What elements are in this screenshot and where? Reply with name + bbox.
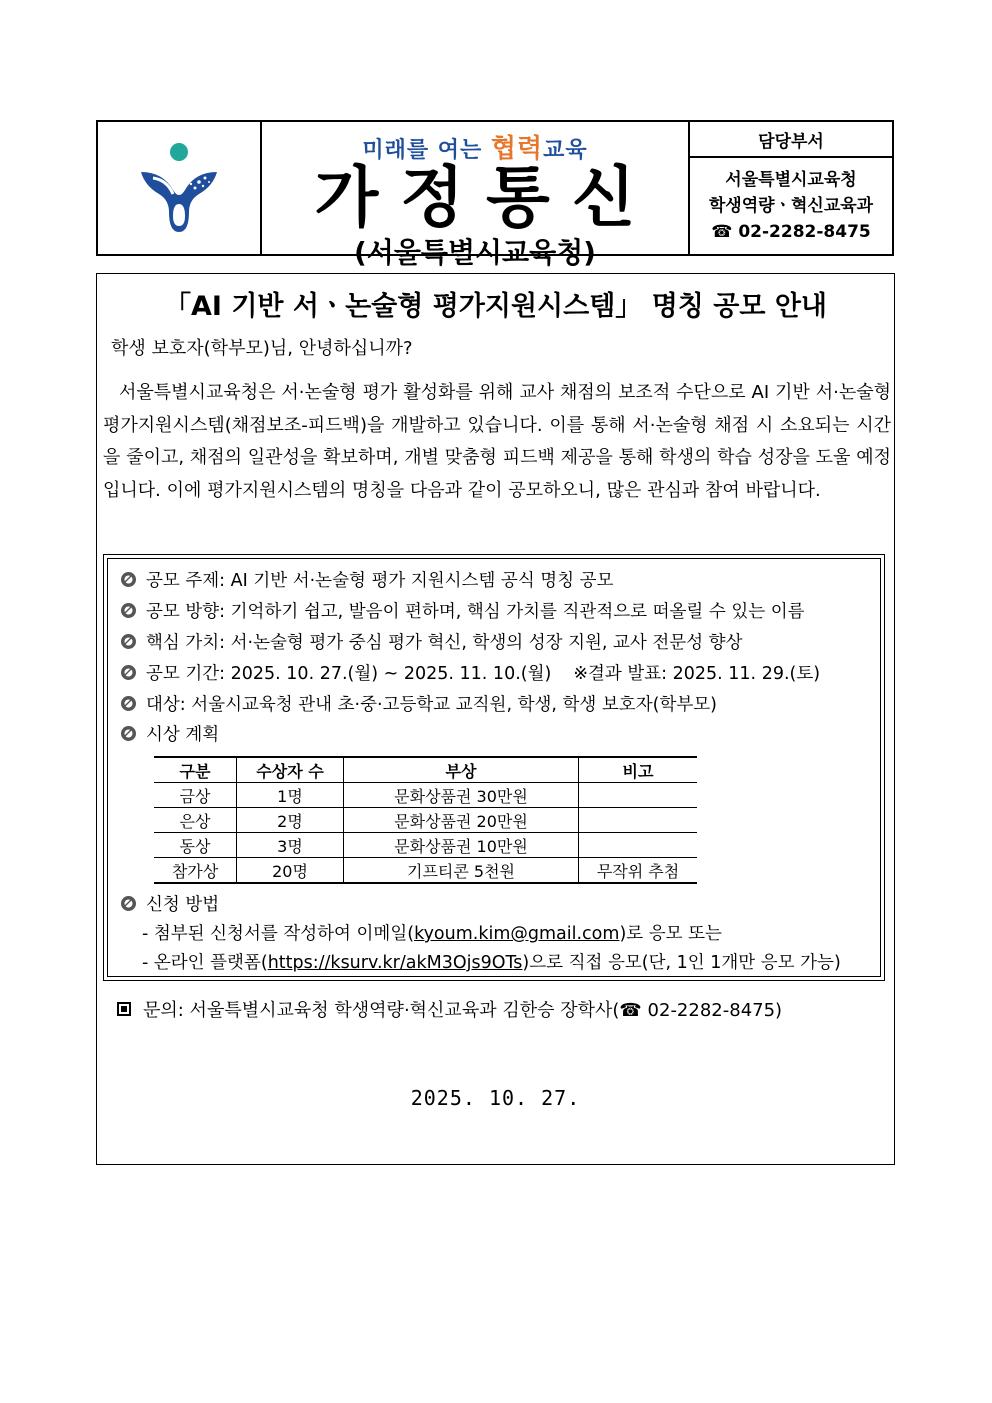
online-platform-link[interactable]: https://ksurv.kr/akM3Ojs9OTs [267,953,523,973]
result-announcement: ※결과 발표: 2025. 11. 29.(토) [573,664,821,684]
circle-bullet-icon [120,695,137,712]
logo-cell [98,122,262,254]
prize-table [154,756,697,884]
detail-direction: 공모 방향: 기억하기 쉽고, 발음이 편하며, 핵심 가치를 직관적으로 떠올릴 수 있는 이름 [120,598,805,623]
table-row: 참가상 20명 기프티콘 5천원 무작위 추첨 [154,858,697,884]
table-header-row: 구분 수상자 수 부상 비고 [154,757,697,783]
circle-bullet-icon [120,602,137,619]
intro-paragraph: 서울특별시교육청은 서·논술형 평가 활성화를 위해 교사 채점의 보조적 수단으로 AI 기반 서·논술형 평가지원시스템(채점보조-피드백)을 개발하고 있습니다. 이를 통해 서·논술형 채점 시 소요되는 시간을 줄이고, 채점의 일관성을 확보하며, 개별 맞춤형 피드백 제공을 통해 학생의 학습 성장을 도울 예정입니다. 이에 평가지원시스템의 명칭을 다음과 같이 공모하오니, 많은 관심과 참여 바랍니다. [103,382,891,501]
department-division: 학생역량ㆍ혁신교육과 [708,196,874,216]
detail-values: 핵심 가치: 서·논술형 평가 중심 평가 혁신, 학생의 성장 지원, 교사 전문성 향상 [120,629,743,654]
table-row: 은상 2명 문화상품권 20만원 [154,808,697,833]
newsletter-title: 가정통신 [314,159,658,236]
slogan: 미래를 여는 협력교육 [362,134,588,164]
detail-theme: 공모 주제: AI 기반 서·논술형 평가 지원시스템 공식 명칭 공모 [120,567,613,592]
contact-line: 문의: 서울특별시교육청 학생역량·혁신교육과 김한승 장학사(☎ 02-2282-8475) [117,996,782,1022]
department-label: 담당부서 [690,122,892,158]
department-phone: ☎ 02-2282-8475 [711,222,871,242]
table-row: 동상 3명 문화상품권 10만원 [154,833,697,858]
document-date: 2025. 10. 27. [410,1086,581,1110]
circle-bullet-icon [120,571,137,588]
greeting: 학생 보호자(학부모)님, 안녕하십니까? [111,338,413,359]
detail-award-plan: 시상 계획 [120,721,219,746]
detail-apply-method: 신청 방법 [120,891,219,916]
document-title: 「AI 기반 서ㆍ논술형 평가지원시스템」 명칭 공모 안내 [164,291,827,322]
detail-period: 공모 기간: 2025. 10. 27.(월) ~ 2025. 11. 10.(월) ※결과 발표: 2025. 11. 29.(토) [120,660,820,685]
details-box [103,554,885,981]
circle-bullet-icon [120,725,137,742]
apply-email-line: - 첨부된 신청서를 작성하여 이메일(kyoum.kim@gmail.com)로 응모 또는 [142,924,722,944]
email-link[interactable]: kyoum.kim@gmail.com [414,924,620,944]
detail-target: 대상: 서울시교육청 관내 초·중·고등학교 교직원, 학생, 학생 보호자(학부모) [120,691,717,716]
title-cell [262,122,690,269]
newsletter-subtitle: (서울특별시교육청) [354,236,596,269]
table-row: 금상 1명 문화상품권 30만원 [154,783,697,808]
circle-bullet-icon [120,895,137,912]
apply-online-line: - 온라인 플랫폼(https://ksurv.kr/akM3Ojs9OTs)으로 직접 응모(단, 1인 1개만 응모 가능) [142,953,841,973]
department-org: 서울특별시교육청 [725,170,857,190]
department-cell [690,122,892,254]
content-box [96,273,895,1165]
square-bullet-icon [117,1002,131,1016]
seoul-education-logo-icon [133,138,225,238]
circle-bullet-icon [120,633,137,650]
header-table [96,120,894,269]
circle-bullet-icon [120,664,137,681]
